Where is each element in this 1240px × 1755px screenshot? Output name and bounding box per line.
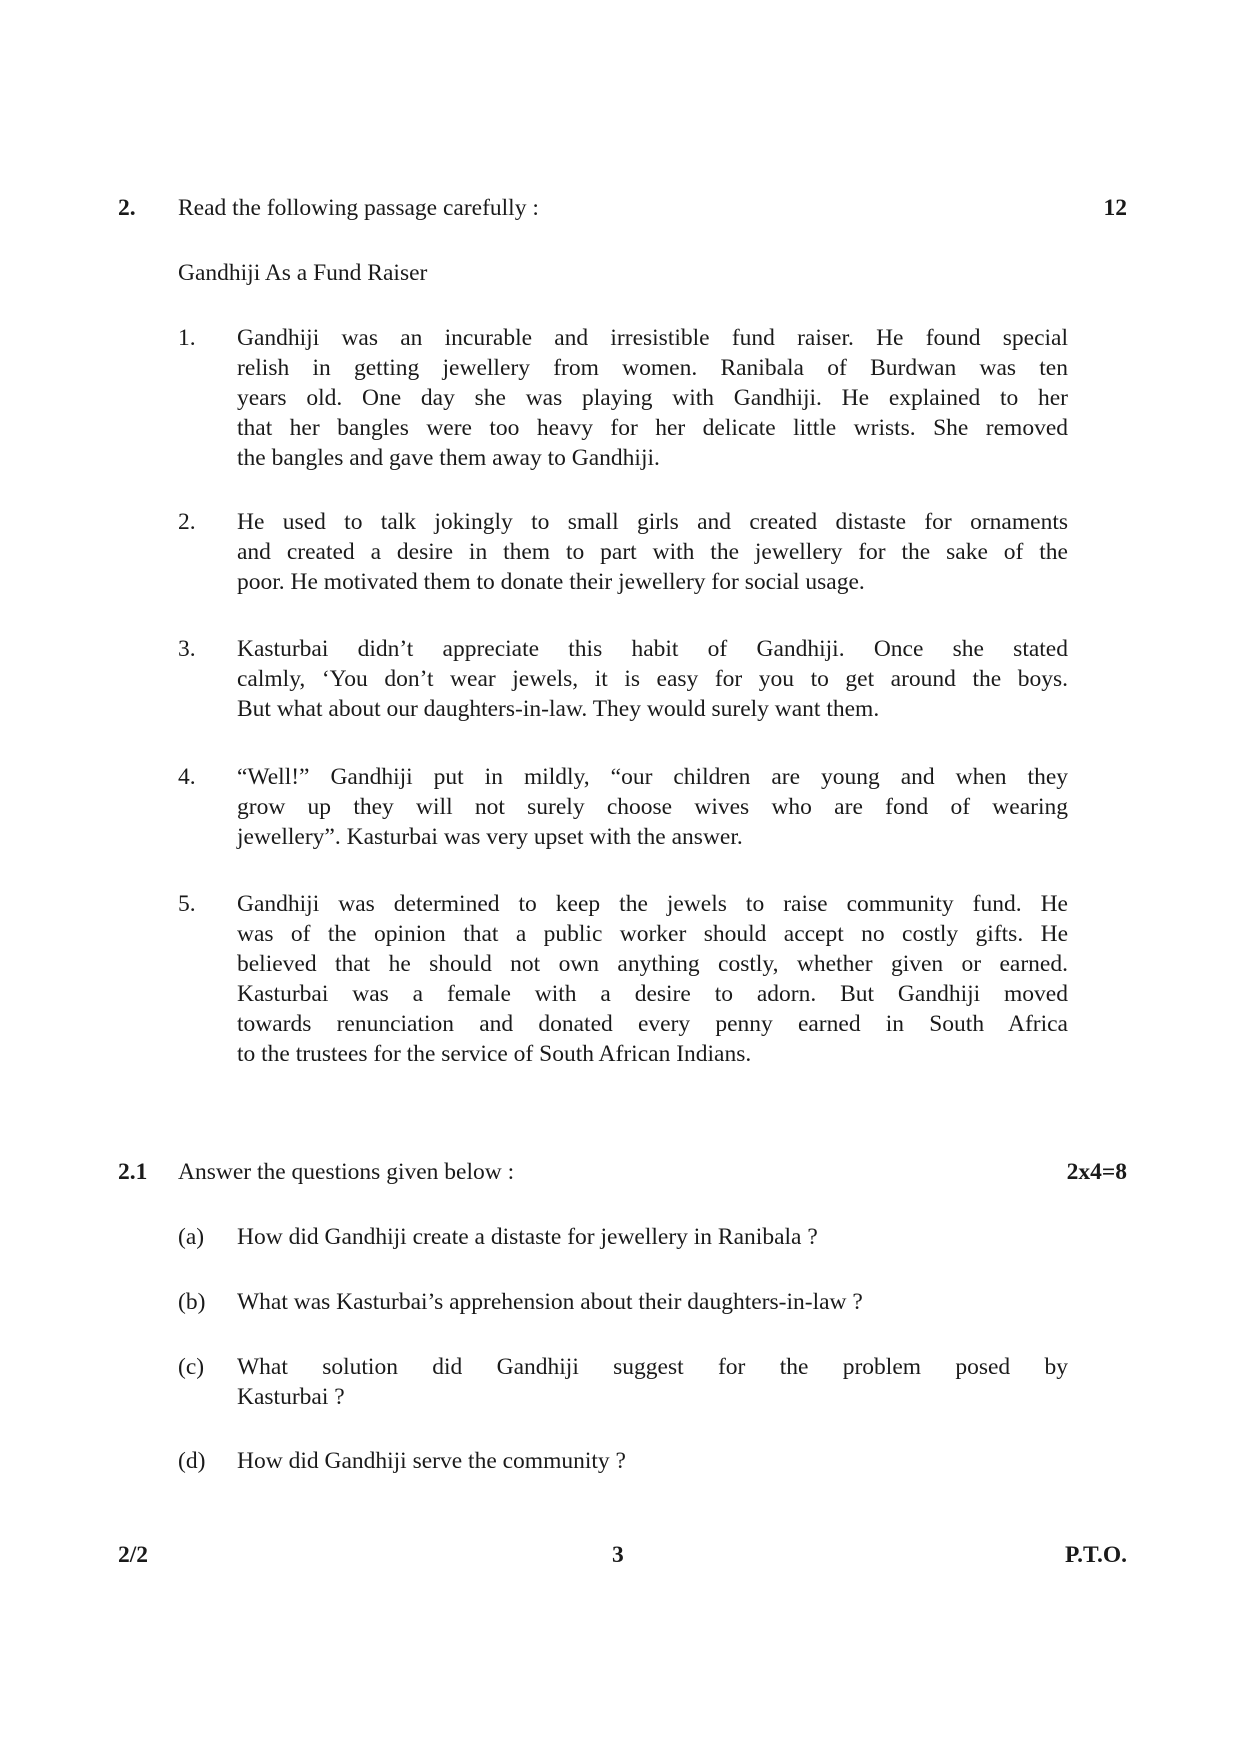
paragraph-3: [237, 634, 1068, 724]
paragraph-line: Gandhiji was an incurable and irresistible fund raiser. He found special: [237, 325, 1068, 351]
subquestion-number: 2.1: [118, 1159, 148, 1185]
paragraph-line: years old. One day she was playing with Gandhiji. He explained to her: [237, 385, 1068, 411]
paragraph-number: 2.: [178, 509, 196, 535]
subitem-a: [237, 1222, 1068, 1252]
paragraph-5: [237, 889, 1068, 1069]
paragraph-line: But what about our daughters-in-law. They would surely want them.: [237, 696, 880, 722]
paragraph-4: [237, 762, 1068, 852]
paragraph-line: Kasturbai didn’t appreciate this habit of Gandhiji. Once she stated: [237, 636, 1068, 662]
subitem-line: How did Gandhiji create a distaste for jewellery in Ranibala ?: [237, 1224, 818, 1250]
question-number: 2.: [118, 195, 136, 221]
subitem-c: [237, 1352, 1068, 1412]
paragraph-number: 4.: [178, 764, 196, 790]
subquestion-instruction: Answer the questions given below :: [178, 1159, 515, 1185]
subitem-line: Kasturbai ?: [237, 1384, 345, 1410]
subitem-label: (b): [178, 1289, 206, 1315]
subitem-label: (a): [178, 1224, 205, 1250]
question-instruction: Read the following passage carefully :: [178, 195, 539, 221]
subitem-line: What was Kasturbai’s apprehension about their daughters-in-law ?: [237, 1289, 863, 1315]
paragraph-line: the bangles and gave them away to Gandhiji.: [237, 445, 660, 471]
paragraph-line: Gandhiji was determined to keep the jewels to raise community fund. He: [237, 891, 1068, 917]
paragraph-line: poor. He motivated them to donate their jewellery for social usage.: [237, 569, 865, 595]
paragraph-line: and created a desire in them to part with the jewellery for the sake of the: [237, 539, 1068, 565]
paragraph-line: believed that he should not own anything costly, whether given or earned.: [237, 951, 1068, 977]
paragraph-line: “Well!” Gandhiji put in mildly, “our children are young and when they: [237, 764, 1068, 790]
paragraph-number: 5.: [178, 891, 196, 917]
paragraph-line: relish in getting jewellery from women. Ranibala of Burdwan was ten: [237, 355, 1068, 381]
question-marks: 12: [1103, 195, 1127, 221]
paragraph-line: was of the opinion that a public worker should accept no costly gifts. He: [237, 921, 1068, 947]
paragraph-line: that her bangles were too heavy for her delicate little wrists. She removed: [237, 415, 1068, 441]
subitem-line: How did Gandhiji serve the community ?: [237, 1448, 626, 1474]
footer-code: 2/2: [118, 1542, 149, 1568]
subitem-label: (d): [178, 1448, 206, 1474]
subquestion-marks: 2x4=8: [1066, 1159, 1127, 1185]
page-number: 3: [612, 1542, 624, 1568]
paragraph-line: grow up they will not surely choose wives who are fond of wearing: [237, 794, 1068, 820]
paragraph-line: towards renunciation and donated every penny earned in South Africa: [237, 1011, 1068, 1037]
subitem-b: [237, 1287, 1068, 1317]
subitem-label: (c): [178, 1354, 205, 1380]
paragraph-line: Kasturbai was a female with a desire to adorn. But Gandhiji moved: [237, 981, 1068, 1007]
paragraph-line: calmly, ‘You don’t wear jewels, it is easy for you to get around the boys.: [237, 666, 1068, 692]
paragraph-line: jewellery”. Kasturbai was very upset with the answer.: [237, 824, 743, 850]
subitem-d: [237, 1446, 1068, 1476]
pto-label: P.T.O.: [1064, 1542, 1127, 1568]
paragraph-line: He used to talk jokingly to small girls and created distaste for ornaments: [237, 509, 1068, 535]
paragraph-2: [237, 507, 1068, 597]
paragraph-line: to the trustees for the service of South African Indians.: [237, 1041, 752, 1067]
paragraph-number: 3.: [178, 636, 196, 662]
paragraph-1: [237, 323, 1068, 473]
passage-title: Gandhiji As a Fund Raiser: [178, 260, 428, 286]
subitem-line: What solution did Gandhiji suggest for the problem posed by: [237, 1354, 1068, 1380]
paragraph-number: 1.: [178, 325, 196, 351]
